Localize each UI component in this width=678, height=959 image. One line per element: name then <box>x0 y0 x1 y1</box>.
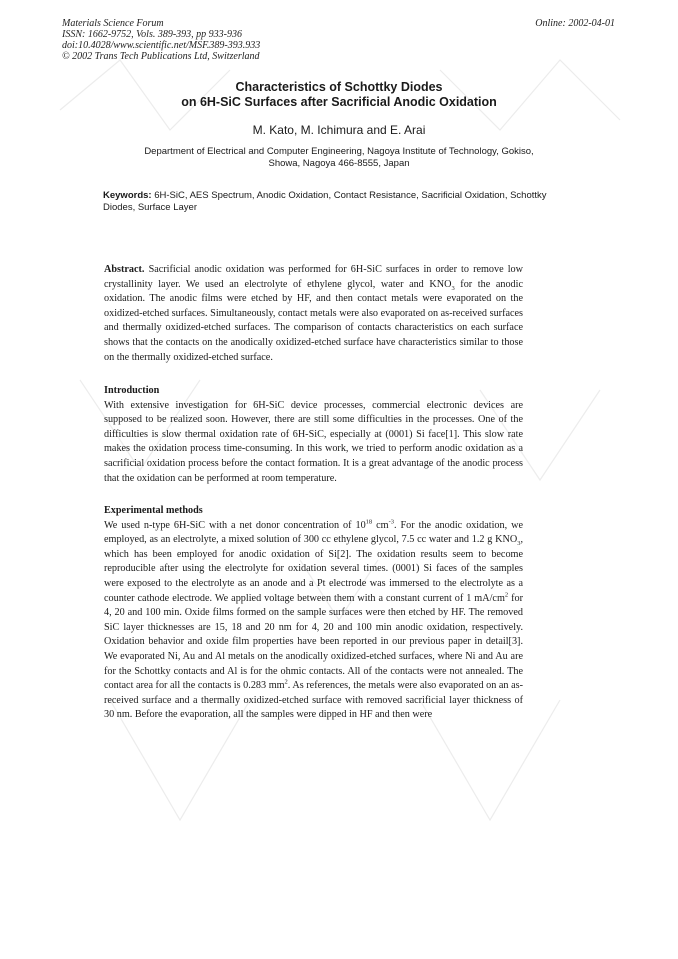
title-line-1: Characteristics of Schottky Diodes <box>235 80 443 94</box>
methods-sup-1: 18 <box>365 518 373 526</box>
methods-sup-2: -3 <box>388 518 394 526</box>
issn-line: ISSN: 1662-9752, Vols. 389-393, pp 933-936 <box>62 29 242 40</box>
abstract-label: Abstract. <box>104 264 145 275</box>
copyright-line: © 2002 Trans Tech Publications Ltd, Switzerland <box>62 51 260 62</box>
affiliation-line-2: Showa, Nagoya 466-8555, Japan <box>268 158 410 169</box>
abstract-text-b: for the anodic oxidation. The anodic films were etched by HF, and then contact metals were evaporated on the oxidized-etched surfaces. Simultaneously, contact metals were also evaporated on as-received surfaces and thermally oxidized-etched surfaces. The comparison of contacts characteristics on each surface shows that the contacts on the anodically oxidized-etched surface have characteristics similar to those on the thermally oxidized-etched surface. <box>104 278 523 363</box>
abstract-text-a: Sacrificial anodic oxidation was performed for 6H-SiC surfaces in order to remove low crystallinity layer. We used an electrolyte of ethylene glycol, water and KNO <box>104 264 523 290</box>
keywords-list: 6H-SiC, AES Spectrum, Anodic Oxidation, Contact Resistance, Sacrificial Oxidation, Schottky Diodes, Surface Layer <box>103 190 547 213</box>
methods-heading: Experimental methods <box>104 505 203 516</box>
methods-sub-3: 3 <box>517 540 521 548</box>
online-date: Online: 2002-04-01 <box>535 18 615 29</box>
abstract-section <box>104 263 523 365</box>
affiliation-line-1: Department of Electrical and Computer Engineering, Nagoya Institute of Technology, Gokiso, <box>144 146 534 157</box>
introduction-text: With extensive investigation for 6H-SiC device processes, commercial electronic devices are supposed to be realized soon. However, there are still some difficulties in the processes. One of the difficulties is slow thermal oxidation rate of 6H-SiC, especially at (0001) Si face[1]. This slow rate makes the oxidation process time-consuming. In this work, we tried to perform anodic oxidation as a sacrificial oxidation process before the contact formation. It is a great advantage of the anodic process that the oxidation can be performed at room temperature. <box>104 399 523 484</box>
methods-text-6: . As references, the metals were also evaporated on an as-received surface and a thermally oxidized-etched surface with removed sacrificial layer thickness of 30 nm. Before the evaporation, all the samples were dipped in HF and then were <box>104 680 523 721</box>
paper-title <box>100 80 578 110</box>
introduction-heading: Introduction <box>104 385 160 396</box>
methods-text-1: We used n-type 6H-SiC with a net donor concentration of 10 <box>104 519 366 531</box>
doi-line[interactable]: doi:10.4028/www.scientific.net/MSF.389-393.933 <box>62 40 261 51</box>
methods-text-4: , which has been employed for anodic oxidation of Si[2]. The oxidation results seem to become reproducible after using the electrolyte for oxidation several times. (0001) Si faces of the samples were exposed to the electrolyte as an anode and a Pt electrode was immersed to the electrolyte as a counter cathode electrode. We applied voltage between them with a constant current of 1 mA/cm <box>104 534 523 604</box>
methods-sup-5: 2 <box>284 678 288 686</box>
journal-header <box>62 18 482 62</box>
methods-sup-4: 2 <box>504 591 509 599</box>
methods-text-2: cm <box>372 519 389 531</box>
abstract-sub: 3 <box>451 284 455 292</box>
introduction-section <box>104 384 523 486</box>
methods-text-5: for 4, 20 and 100 min. Oxide films formed on the sample surfaces were then etched by HF. The removed SiC layer thicknesses are 15, 18 and 20 nm for 4, 20 and 100 min anodic oxidation, respectively. Oxidation behavior and oxide film properties have been reported in our previous paper in detail[3]. We evaporated Ni, Au and Al metals on the anodically oxidized-etched surfaces, where Ni and Au are for the Schottky contacts and Al is for the ohmic contacts. All of the contacts were not annealed. The contact area for all the contacts is 0.283 mm <box>104 592 523 692</box>
title-line-2: on 6H-SiC Surfaces after Sacrificial Anodic Oxidation <box>181 95 497 109</box>
keywords <box>103 190 553 214</box>
keywords-label: Keywords: <box>103 190 152 201</box>
journal-name: Materials Science Forum <box>62 18 164 29</box>
methods-section <box>104 504 523 723</box>
authors: M. Kato, M. Ichimura and E. Arai <box>252 123 426 137</box>
affiliation <box>100 146 578 170</box>
methods-text <box>104 519 523 723</box>
methods-text-3: . For the anodic oxidation, we employed, as an electrolyte, a mixed solution of 300 cc ethylene glycol, 7.5 cc water and 1.2 g KNO <box>104 519 523 546</box>
